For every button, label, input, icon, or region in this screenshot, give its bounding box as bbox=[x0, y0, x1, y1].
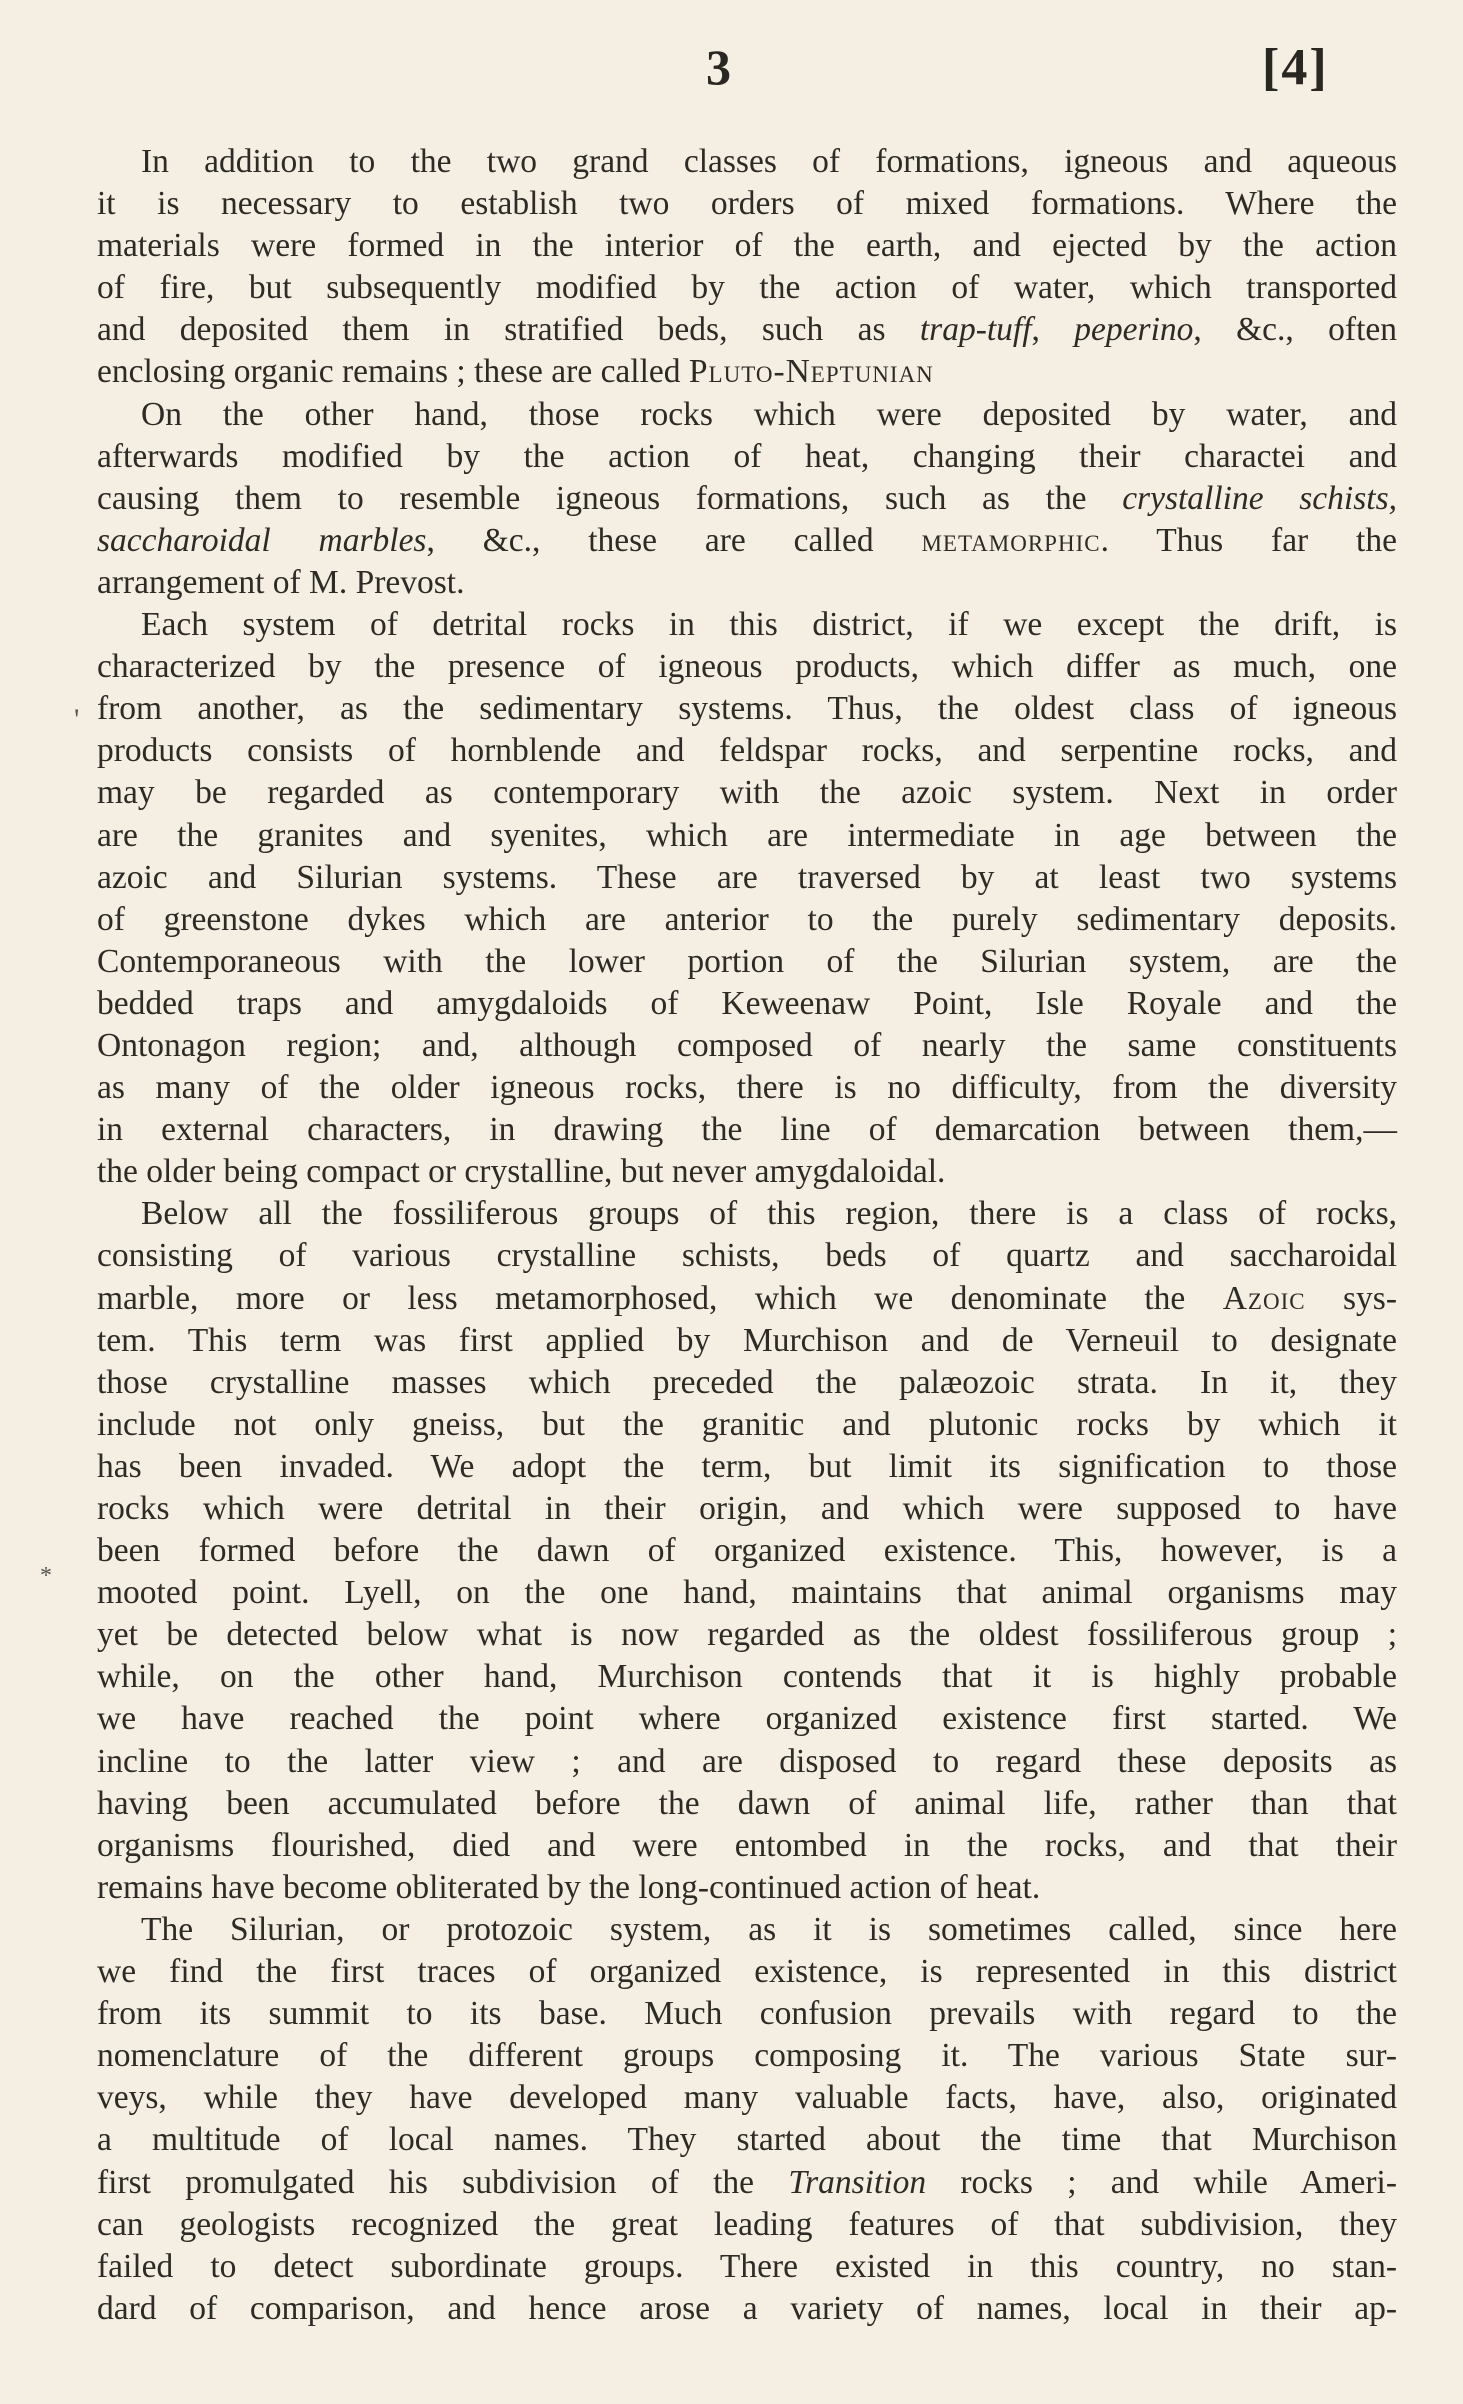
italic-text: crystalline schists, bbox=[1122, 479, 1397, 517]
text-line bbox=[97, 1867, 1397, 1909]
text-segment: a multitude of local names. They started about the time that Murchison bbox=[97, 2121, 1397, 2159]
text-segment: can geologists recognized the great leading features of that subdivision, they bbox=[97, 2205, 1397, 2243]
italic-text: peperino bbox=[1074, 311, 1194, 349]
text-segment: enclosing organic remains ; these are called bbox=[97, 353, 689, 391]
text-segment: from another, as the sedimentary systems. Thus, the oldest class of igneous bbox=[97, 690, 1397, 728]
text-line bbox=[97, 1572, 1397, 1614]
text-segment: Below all the fossiliferous groups of this region, there is a class of rocks, bbox=[141, 1195, 1397, 1233]
text-line bbox=[97, 857, 1397, 899]
text-segment: may be regarded as contemporary with the azoic system. Next in order bbox=[97, 774, 1397, 812]
text-segment: of greenstone dykes which are anterior to the purely sedimentary deposits. bbox=[97, 900, 1397, 938]
text-segment: it is necessary to establish two orders of mixed formations. Where the bbox=[97, 185, 1397, 223]
text-segment: marble, more or less metamorphosed, which we denominate the bbox=[97, 1279, 1223, 1317]
text-segment: arrangement of M. Prevost. bbox=[97, 563, 465, 601]
text-line bbox=[97, 2246, 1397, 2288]
italic-text: trap-tuff bbox=[919, 311, 1032, 349]
text-segment: characterized by the presence of igneous products, which differ as much, one bbox=[97, 648, 1397, 686]
text-line bbox=[97, 141, 1397, 183]
text-segment: the older being compact or crystalline, but never amygdaloidal. bbox=[97, 1153, 946, 1191]
text-segment: as many of the older igneous rocks, there is no difficulty, from the diversity bbox=[97, 1069, 1397, 1107]
text-line bbox=[97, 815, 1397, 857]
margin-mark: ' bbox=[74, 703, 80, 736]
text-segment: afterwards modified by the action of heat, changing their charactei and bbox=[97, 437, 1397, 475]
text-segment: are the granites and syenites, which are intermediate in age between the bbox=[97, 816, 1397, 854]
margin-mark: * bbox=[40, 1563, 52, 1589]
text-line bbox=[97, 1151, 1397, 1193]
text-line bbox=[97, 941, 1397, 983]
text-line bbox=[97, 225, 1397, 267]
text-segment: . Thus far the bbox=[1100, 521, 1397, 559]
text-line bbox=[97, 1656, 1397, 1698]
text-line bbox=[97, 1909, 1397, 1951]
text-segment: , &c., these are called bbox=[426, 521, 922, 559]
text-segment: , &c., often bbox=[1193, 311, 1397, 349]
text-line bbox=[97, 688, 1397, 730]
text-segment: products consists of hornblende and feldspar rocks, and serpentine rocks, and bbox=[97, 732, 1397, 770]
text-line bbox=[97, 351, 1397, 393]
text-segment: failed to detect subordinate groups. There existed in this country, no stan- bbox=[97, 2247, 1397, 2285]
text-segment: On the other hand, those rocks which were deposited by water, and bbox=[141, 395, 1397, 433]
text-segment: been formed before the dawn of organized existence. This, however, is a bbox=[97, 1532, 1397, 1570]
italic-text: Transition bbox=[788, 2163, 927, 2201]
body-text bbox=[97, 141, 1397, 2330]
text-segment: rocks which were detrital in their origin, and which were supposed to have bbox=[97, 1490, 1397, 1527]
plate-number: [4] bbox=[1262, 39, 1329, 96]
text-segment: those crystalline masses which preceded the palæozoic strata. In it, they bbox=[97, 1363, 1397, 1401]
text-line bbox=[97, 1278, 1397, 1320]
text-segment: having been accumulated before the dawn of animal life, rather than that bbox=[97, 1784, 1397, 1822]
text-segment: nomenclature of the different groups composing it. The various State sur- bbox=[97, 2037, 1397, 2075]
text-segment: and deposited them in stratified beds, such as bbox=[97, 311, 920, 349]
text-line bbox=[97, 2119, 1397, 2161]
text-segment: from its summit to its base. Much confusion prevails with regard to the bbox=[97, 1995, 1397, 2033]
text-segment: we have reached the point where organized existence first started. We bbox=[97, 1700, 1397, 1738]
text-line bbox=[97, 1446, 1397, 1488]
text-segment: Contemporaneous with the lower portion of the Silurian system, are the bbox=[97, 942, 1397, 980]
text-segment: incline to the latter view ; and are disposed to regard these deposits as bbox=[97, 1742, 1397, 1780]
text-segment: yet be detected below what is now regarded as the oldest fossiliferous group ; bbox=[97, 1616, 1397, 1654]
text-segment: of fire, but subsequently modified by the action of water, which transported bbox=[97, 269, 1397, 307]
text-line bbox=[97, 1488, 1397, 1530]
small-caps-text: Pluto-Neptunian bbox=[688, 353, 934, 391]
text-segment: Ontonagon region; and, although composed of nearly the same constituents bbox=[97, 1026, 1397, 1064]
text-segment: The Silurian, or protozoic system, as it is sometimes called, since here bbox=[141, 1910, 1397, 1948]
text-line bbox=[97, 1951, 1397, 1993]
text-segment: consisting of various crystalline schists, beds of quartz and saccharoidal bbox=[97, 1237, 1397, 1275]
text-segment: veys, while they have developed many valuable facts, have, also, originated bbox=[97, 2079, 1397, 2117]
text-line bbox=[97, 562, 1397, 604]
text-line bbox=[97, 309, 1397, 351]
text-segment: sys- bbox=[1305, 1279, 1398, 1317]
text-line bbox=[97, 983, 1397, 1025]
text-line bbox=[97, 520, 1397, 562]
text-segment: while, on the other hand, Murchison contends that it is highly probable bbox=[97, 1658, 1397, 1696]
text-segment: tem. This term was first applied by Murchison and de Verneuil to designate bbox=[97, 1321, 1397, 1359]
text-line bbox=[97, 1783, 1397, 1825]
text-line bbox=[97, 2204, 1397, 2246]
text-segment: in external characters, in drawing the line of demarcation between them,— bbox=[97, 1111, 1397, 1149]
small-caps-text: metamorphic bbox=[921, 521, 1101, 559]
text-line bbox=[97, 1741, 1397, 1783]
text-line bbox=[97, 646, 1397, 688]
text-line bbox=[97, 2288, 1397, 2330]
text-line bbox=[97, 1235, 1397, 1277]
text-line bbox=[97, 183, 1397, 225]
text-line bbox=[97, 394, 1397, 436]
page-header bbox=[0, 38, 1463, 108]
text-line bbox=[97, 1698, 1397, 1740]
text-line bbox=[97, 2162, 1397, 2204]
text-line bbox=[97, 1825, 1397, 1867]
text-segment: azoic and Silurian systems. These are traversed by at least two systems bbox=[97, 858, 1397, 896]
text-line bbox=[97, 1109, 1397, 1151]
text-line bbox=[97, 899, 1397, 941]
text-line bbox=[97, 772, 1397, 814]
text-line bbox=[97, 1025, 1397, 1067]
text-segment: include not only gneiss, but the granitic and plutonic rocks by which it bbox=[97, 1405, 1397, 1443]
text-line bbox=[97, 478, 1397, 520]
text-segment: has been invaded. We adopt the term, but limit its signification to those bbox=[97, 1447, 1397, 1485]
page-number: 3 bbox=[706, 39, 731, 95]
text-line bbox=[97, 604, 1397, 646]
text-line bbox=[97, 1193, 1397, 1235]
text-segment: remains have become obliterated by the long-continued action of heat. bbox=[97, 1868, 1041, 1906]
text-line bbox=[97, 1320, 1397, 1362]
small-caps-text: Azoic bbox=[1222, 1279, 1306, 1317]
text-segment: dard of comparison, and hence arose a variety of names, local in their ap- bbox=[97, 2289, 1397, 2327]
text-line bbox=[97, 1530, 1397, 1572]
text-segment: mooted point. Lyell, on the one hand, maintains that animal organisms may bbox=[97, 1574, 1397, 1612]
text-segment: In addition to the two grand classes of formations, igneous and aqueous bbox=[141, 143, 1397, 180]
text-segment: rocks ; and while Ameri- bbox=[926, 2163, 1397, 2201]
text-line bbox=[97, 1067, 1397, 1109]
text-line bbox=[97, 730, 1397, 772]
text-line bbox=[97, 2077, 1397, 2119]
text-segment: causing them to resemble igneous formations, such as the bbox=[97, 479, 1123, 517]
text-line bbox=[97, 1362, 1397, 1404]
text-segment: first promulgated his subdivision of the bbox=[97, 2163, 789, 2201]
text-segment: bedded traps and amygdaloids of Keweenaw Point, Isle Royale and the bbox=[97, 984, 1397, 1022]
text-line bbox=[97, 2035, 1397, 2077]
text-line bbox=[97, 436, 1397, 478]
text-line bbox=[97, 1614, 1397, 1656]
text-segment: materials were formed in the interior of the earth, and ejected by the action bbox=[97, 227, 1397, 265]
text-segment: we find the first traces of organized existence, is represented in this district bbox=[97, 1953, 1397, 1991]
text-segment: Each system of detrital rocks in this district, if we except the drift, is bbox=[141, 606, 1397, 644]
italic-text: saccharoidal marbles bbox=[97, 521, 427, 559]
text-line bbox=[97, 1993, 1397, 2035]
text-segment: , bbox=[1031, 311, 1075, 349]
text-segment: organisms flourished, died and were entombed in the rocks, and that their bbox=[97, 1826, 1397, 1864]
text-line bbox=[97, 1404, 1397, 1446]
text-line bbox=[97, 267, 1397, 309]
